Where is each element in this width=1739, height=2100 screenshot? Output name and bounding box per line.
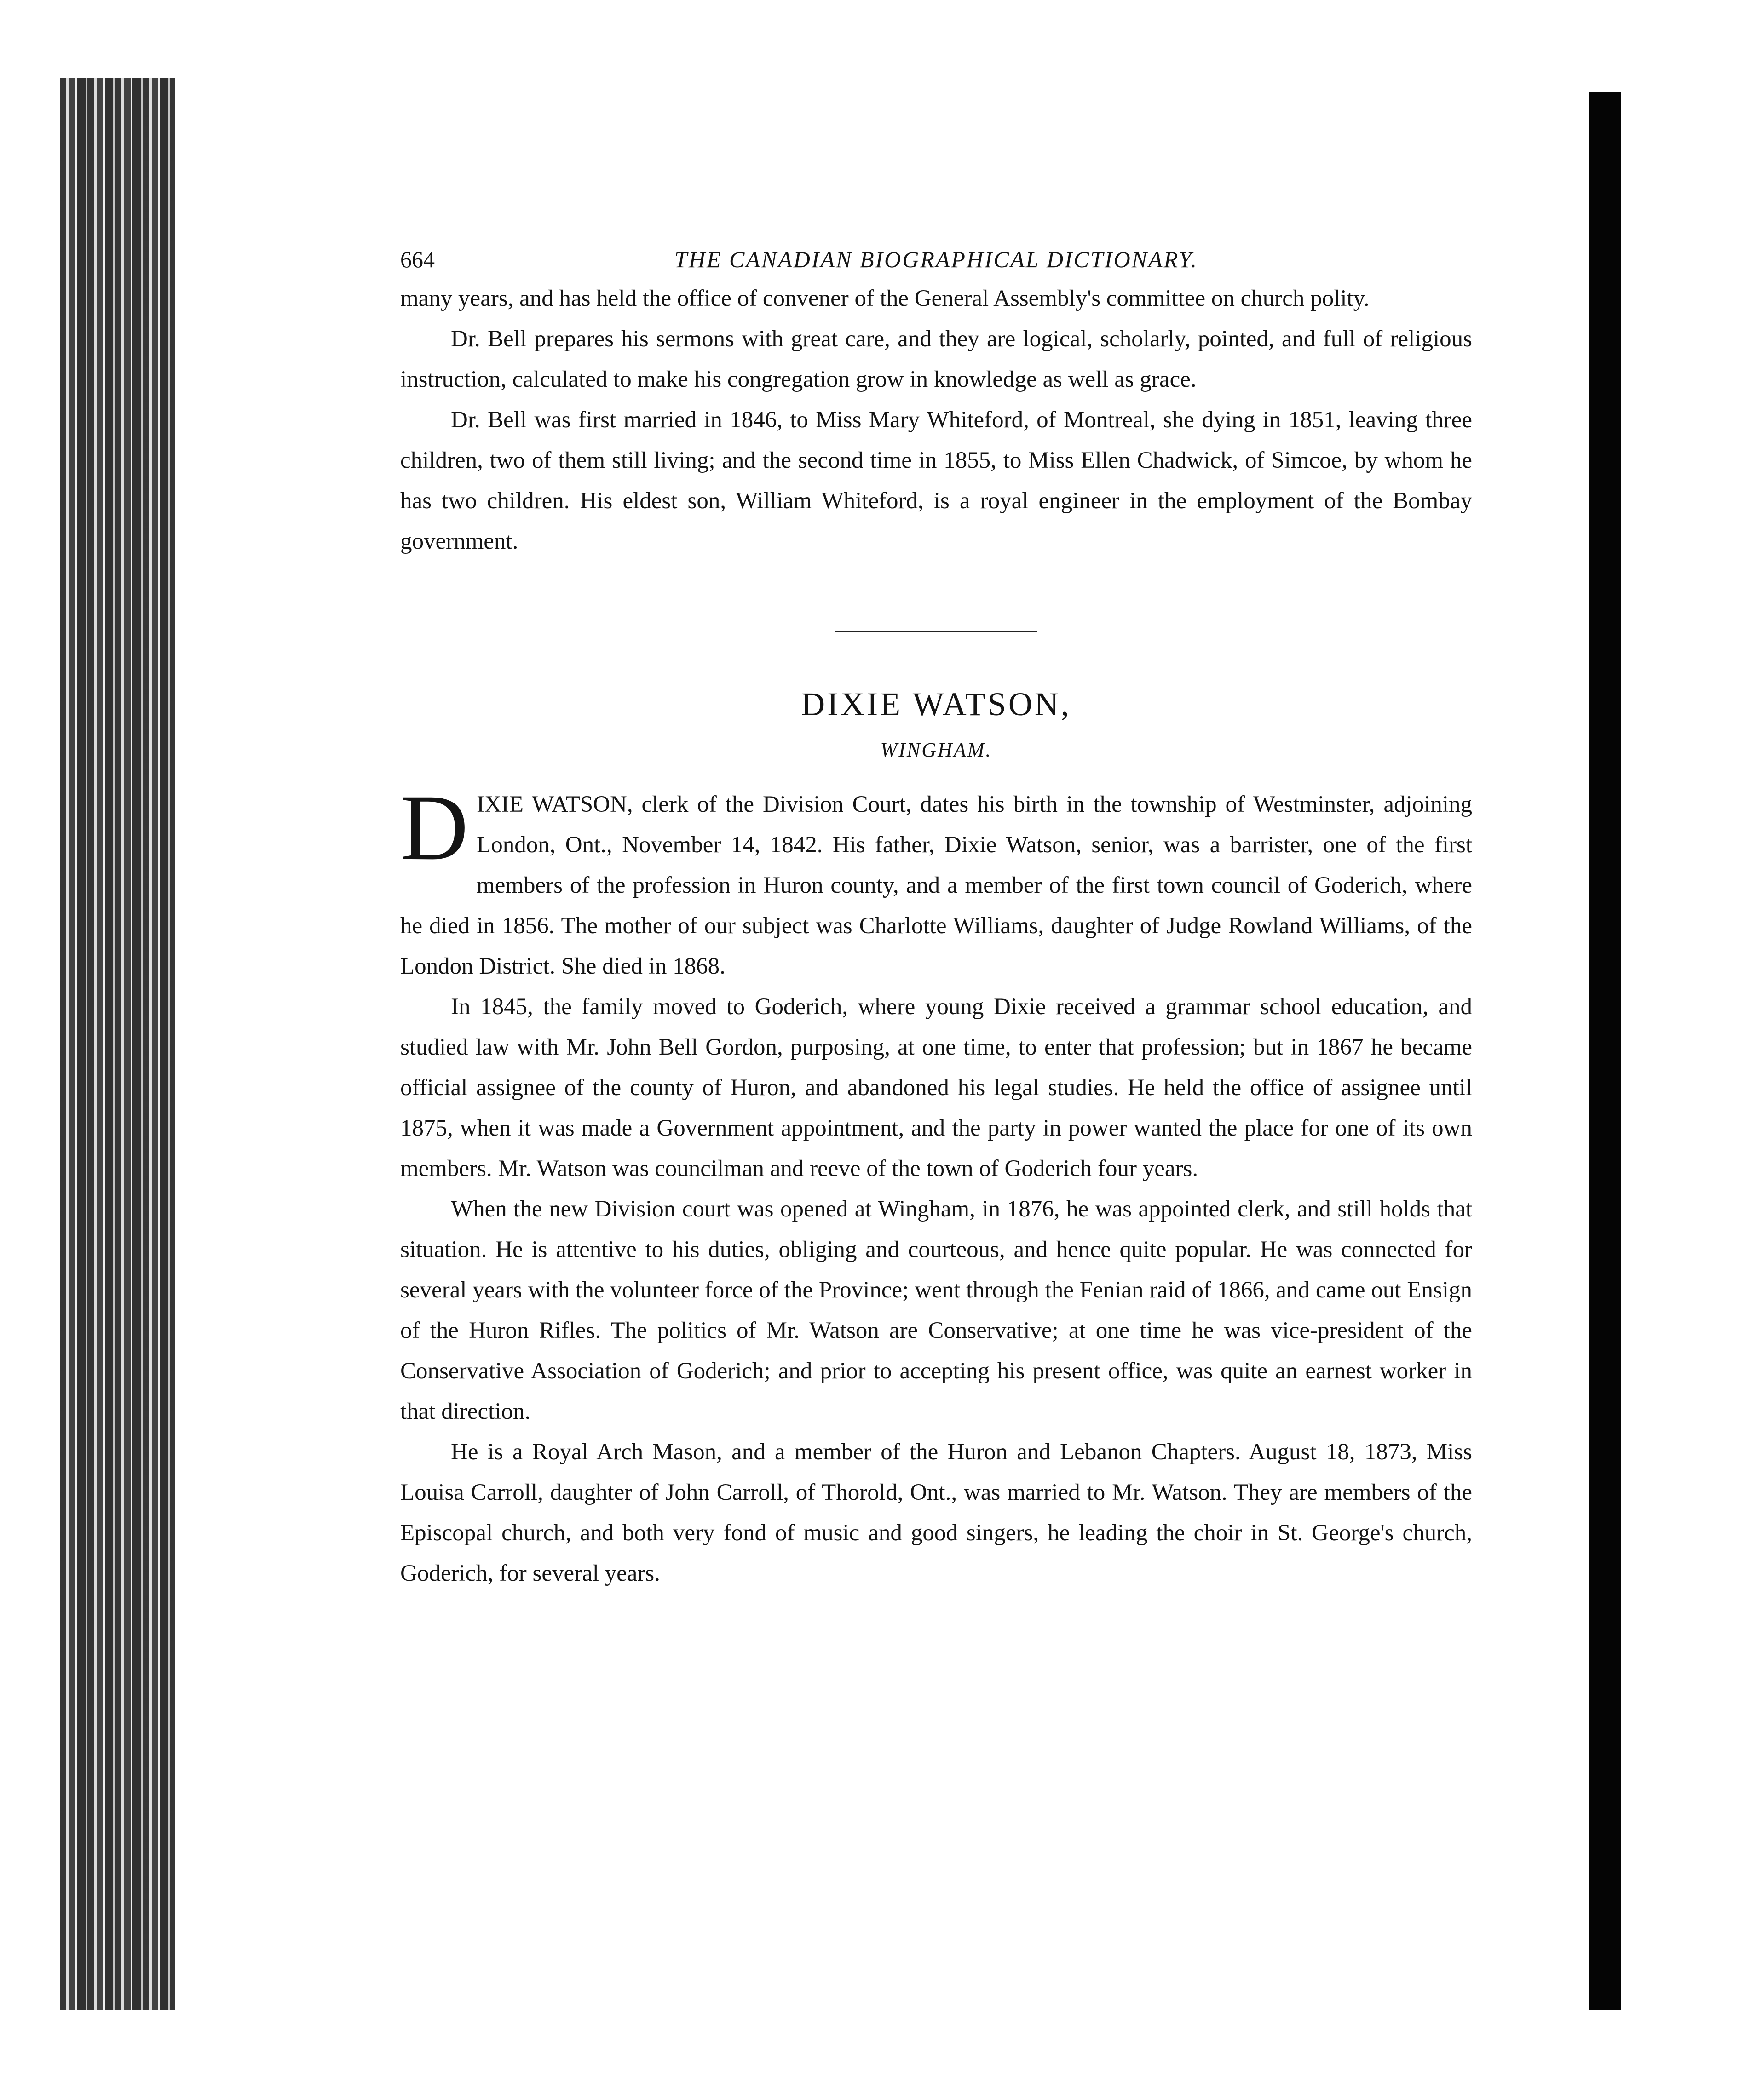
entry-paragraph-2: In 1845, the family moved to Goderich, where young Dixie received a grammar school education, and studied law with Mr. John Bell Gordon, purposing, at one time, to enter that profession; but in 1867 he became official assignee of the county of Huron, and abandoned his legal studies. He held the office of assignee until 1875, when it was made a Government appointment, and the party in power wanted the place for one of its own members. Mr. Watson was councilman and reeve of the town of Goderich four years. — [400, 994, 1472, 1182]
entry-title: DIXIE WATSON, — [801, 686, 1071, 723]
prev-paragraph-2: Dr. Bell prepares his sermons with great care, and they are logical, scholarly, pointed, and full of religious instruction, calculated to make his congregation grow in knowledge as well as grace. — [400, 326, 1472, 392]
entry-paragraph-1-text: IXIE WATSON, clerk of the Division Court, dates his birth in the township of Westminster, adjoining London, Ont., November 14, 1842. His father, Dixie Watson, senior, was a barrister, one of the first members of the profession in Huron county, and a member of the first town council of Goderich, where he died in 1856. The mother of our subject was Charlotte Williams, daughter of Judge Rowland Williams, of the London District. She died in 1868. — [400, 792, 1472, 979]
entry-paragraph-4: He is a Royal Arch Mason, and a member of the Huron and Lebanon Chapters. August 18, 1873, Miss Louisa Carroll, daughter of John Carroll, of Thorold, Ont., was married to Mr. Watson. They are members of the Episcopal church, and both very fond of music and good singers, he leading the choir in St. George's church, Goderich, for several years. — [400, 1439, 1472, 1586]
page-header — [400, 246, 1472, 278]
page-number: 664 — [400, 247, 435, 272]
entry-place: WINGHAM. — [880, 739, 992, 761]
scan-edge-right — [1589, 92, 1621, 2010]
entry-paragraph-1 — [400, 775, 1472, 987]
section-divider — [835, 631, 1037, 632]
prev-paragraph-1: many years, and has held the office of convener of the General Assembly's committee on church polity. — [400, 286, 1370, 311]
prev-paragraph-3: Dr. Bell was first married in 1846, to Miss Mary Whiteford, of Montreal, she dying in 1851, leaving three children, two of them still living; and the second time in 1855, to Miss Ellen Chadwick, of Simcoe, by whom he has two children. His eldest son, William Whiteford, is a royal engineer in the employment of the Bombay government. — [400, 407, 1472, 554]
drop-cap: D — [400, 775, 469, 880]
running-head: THE CANADIAN BIOGRAPHICAL DICTIONARY. — [674, 247, 1198, 272]
page-content — [400, 246, 1472, 1594]
scan-edge-left — [60, 78, 175, 2010]
entry-paragraph-3: When the new Division court was opened at Wingham, in 1876, he was appointed clerk, and still holds that situation. He is attentive to his duties, obliging and courteous, and hence quite popular. He was connected for several years with the volunteer force of the Province; went through the Fenian raid of 1866, and came out Ensign of the Huron Rifles. The politics of Mr. Watson are Conservative; at one time he was vice-president of the Conservative Association of Goderich; and prior to accepting his present office, was quite an earnest worker in that direction. — [400, 1196, 1472, 1424]
